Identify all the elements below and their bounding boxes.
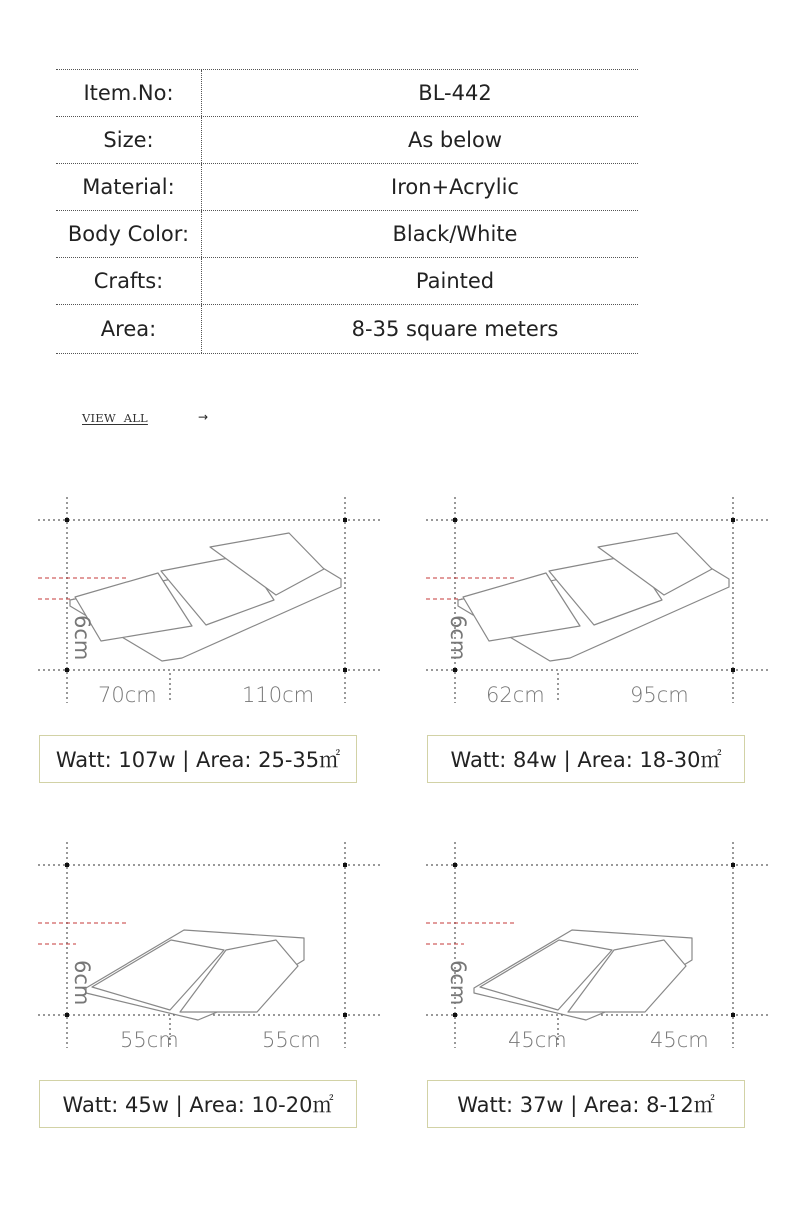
corner-marker	[65, 1013, 69, 1017]
spec-label: Body Color:	[67, 222, 190, 246]
product-card-2	[424, 495, 784, 805]
length-dimension-a: 55cm	[120, 1028, 179, 1052]
corner-marker	[343, 863, 347, 867]
spec-value: Painted	[415, 269, 495, 293]
length-dimension-a: 45cm	[508, 1028, 567, 1052]
corner-marker	[453, 668, 457, 672]
corner-marker	[343, 1013, 347, 1017]
arrow-right-icon[interactable]: →	[198, 410, 209, 424]
length-dimension-b: 95cm	[630, 683, 689, 707]
watt-area-label: Watt: 37w | Area: 8-12㎡	[427, 1080, 745, 1128]
corner-marker	[65, 518, 69, 522]
watt-area-label: Watt: 107w | Area: 25-35㎡	[39, 735, 357, 783]
height-dimension: 6cm	[70, 615, 94, 661]
product-card-1	[36, 495, 396, 805]
spec-row-area	[56, 304, 638, 354]
corner-marker	[343, 518, 347, 522]
watt-area-label: Watt: 45w | Area: 10-20㎡	[39, 1080, 357, 1128]
corner-marker	[731, 668, 735, 672]
product-card-4	[424, 840, 784, 1150]
height-dimension: 6cm	[446, 615, 470, 661]
spec-row-size	[56, 116, 638, 163]
spec-value: BL-442	[418, 81, 492, 105]
spec-row-crafts	[56, 257, 638, 304]
spec-label: Item.No:	[83, 81, 174, 105]
length-dimension-a: 62cm	[486, 683, 545, 707]
spec-label: Area:	[100, 317, 157, 341]
length-dimension-a: 70cm	[98, 683, 157, 707]
length-dimension-b: 110cm	[242, 683, 315, 707]
height-dimension: 6cm	[70, 960, 94, 1006]
spec-value: Iron+Acrylic	[391, 175, 519, 199]
product-drawing-1	[36, 495, 396, 705]
spec-value: As below	[407, 128, 503, 152]
spec-value: 8-35 square meters	[351, 317, 559, 341]
corner-marker	[65, 863, 69, 867]
spec-label: Size:	[103, 128, 154, 152]
corner-marker	[731, 1013, 735, 1017]
corner-marker	[65, 668, 69, 672]
spec-value: Black/White	[392, 222, 518, 246]
spec-label: Crafts:	[93, 269, 164, 293]
length-dimension-b: 55cm	[262, 1028, 321, 1052]
corner-marker	[453, 518, 457, 522]
corner-marker	[453, 1013, 457, 1017]
view-all-link[interactable]: VIEW ALL	[82, 411, 148, 425]
spec-row-item-no	[56, 69, 638, 116]
spec-table	[56, 69, 638, 354]
product-drawing-3	[36, 840, 396, 1050]
corner-marker	[343, 668, 347, 672]
length-dimension-b: 45cm	[650, 1028, 709, 1052]
corner-marker	[731, 518, 735, 522]
product-drawing-4	[424, 840, 784, 1050]
spec-row-body-color	[56, 210, 638, 257]
corner-marker	[453, 863, 457, 867]
height-dimension: 6cm	[446, 960, 470, 1006]
product-card-3	[36, 840, 396, 1150]
watt-area-label: Watt: 84w | Area: 18-30㎡	[427, 735, 745, 783]
spec-row-material	[56, 163, 638, 210]
product-drawing-2	[424, 495, 784, 705]
corner-marker	[731, 863, 735, 867]
spec-label: Material:	[82, 175, 175, 199]
